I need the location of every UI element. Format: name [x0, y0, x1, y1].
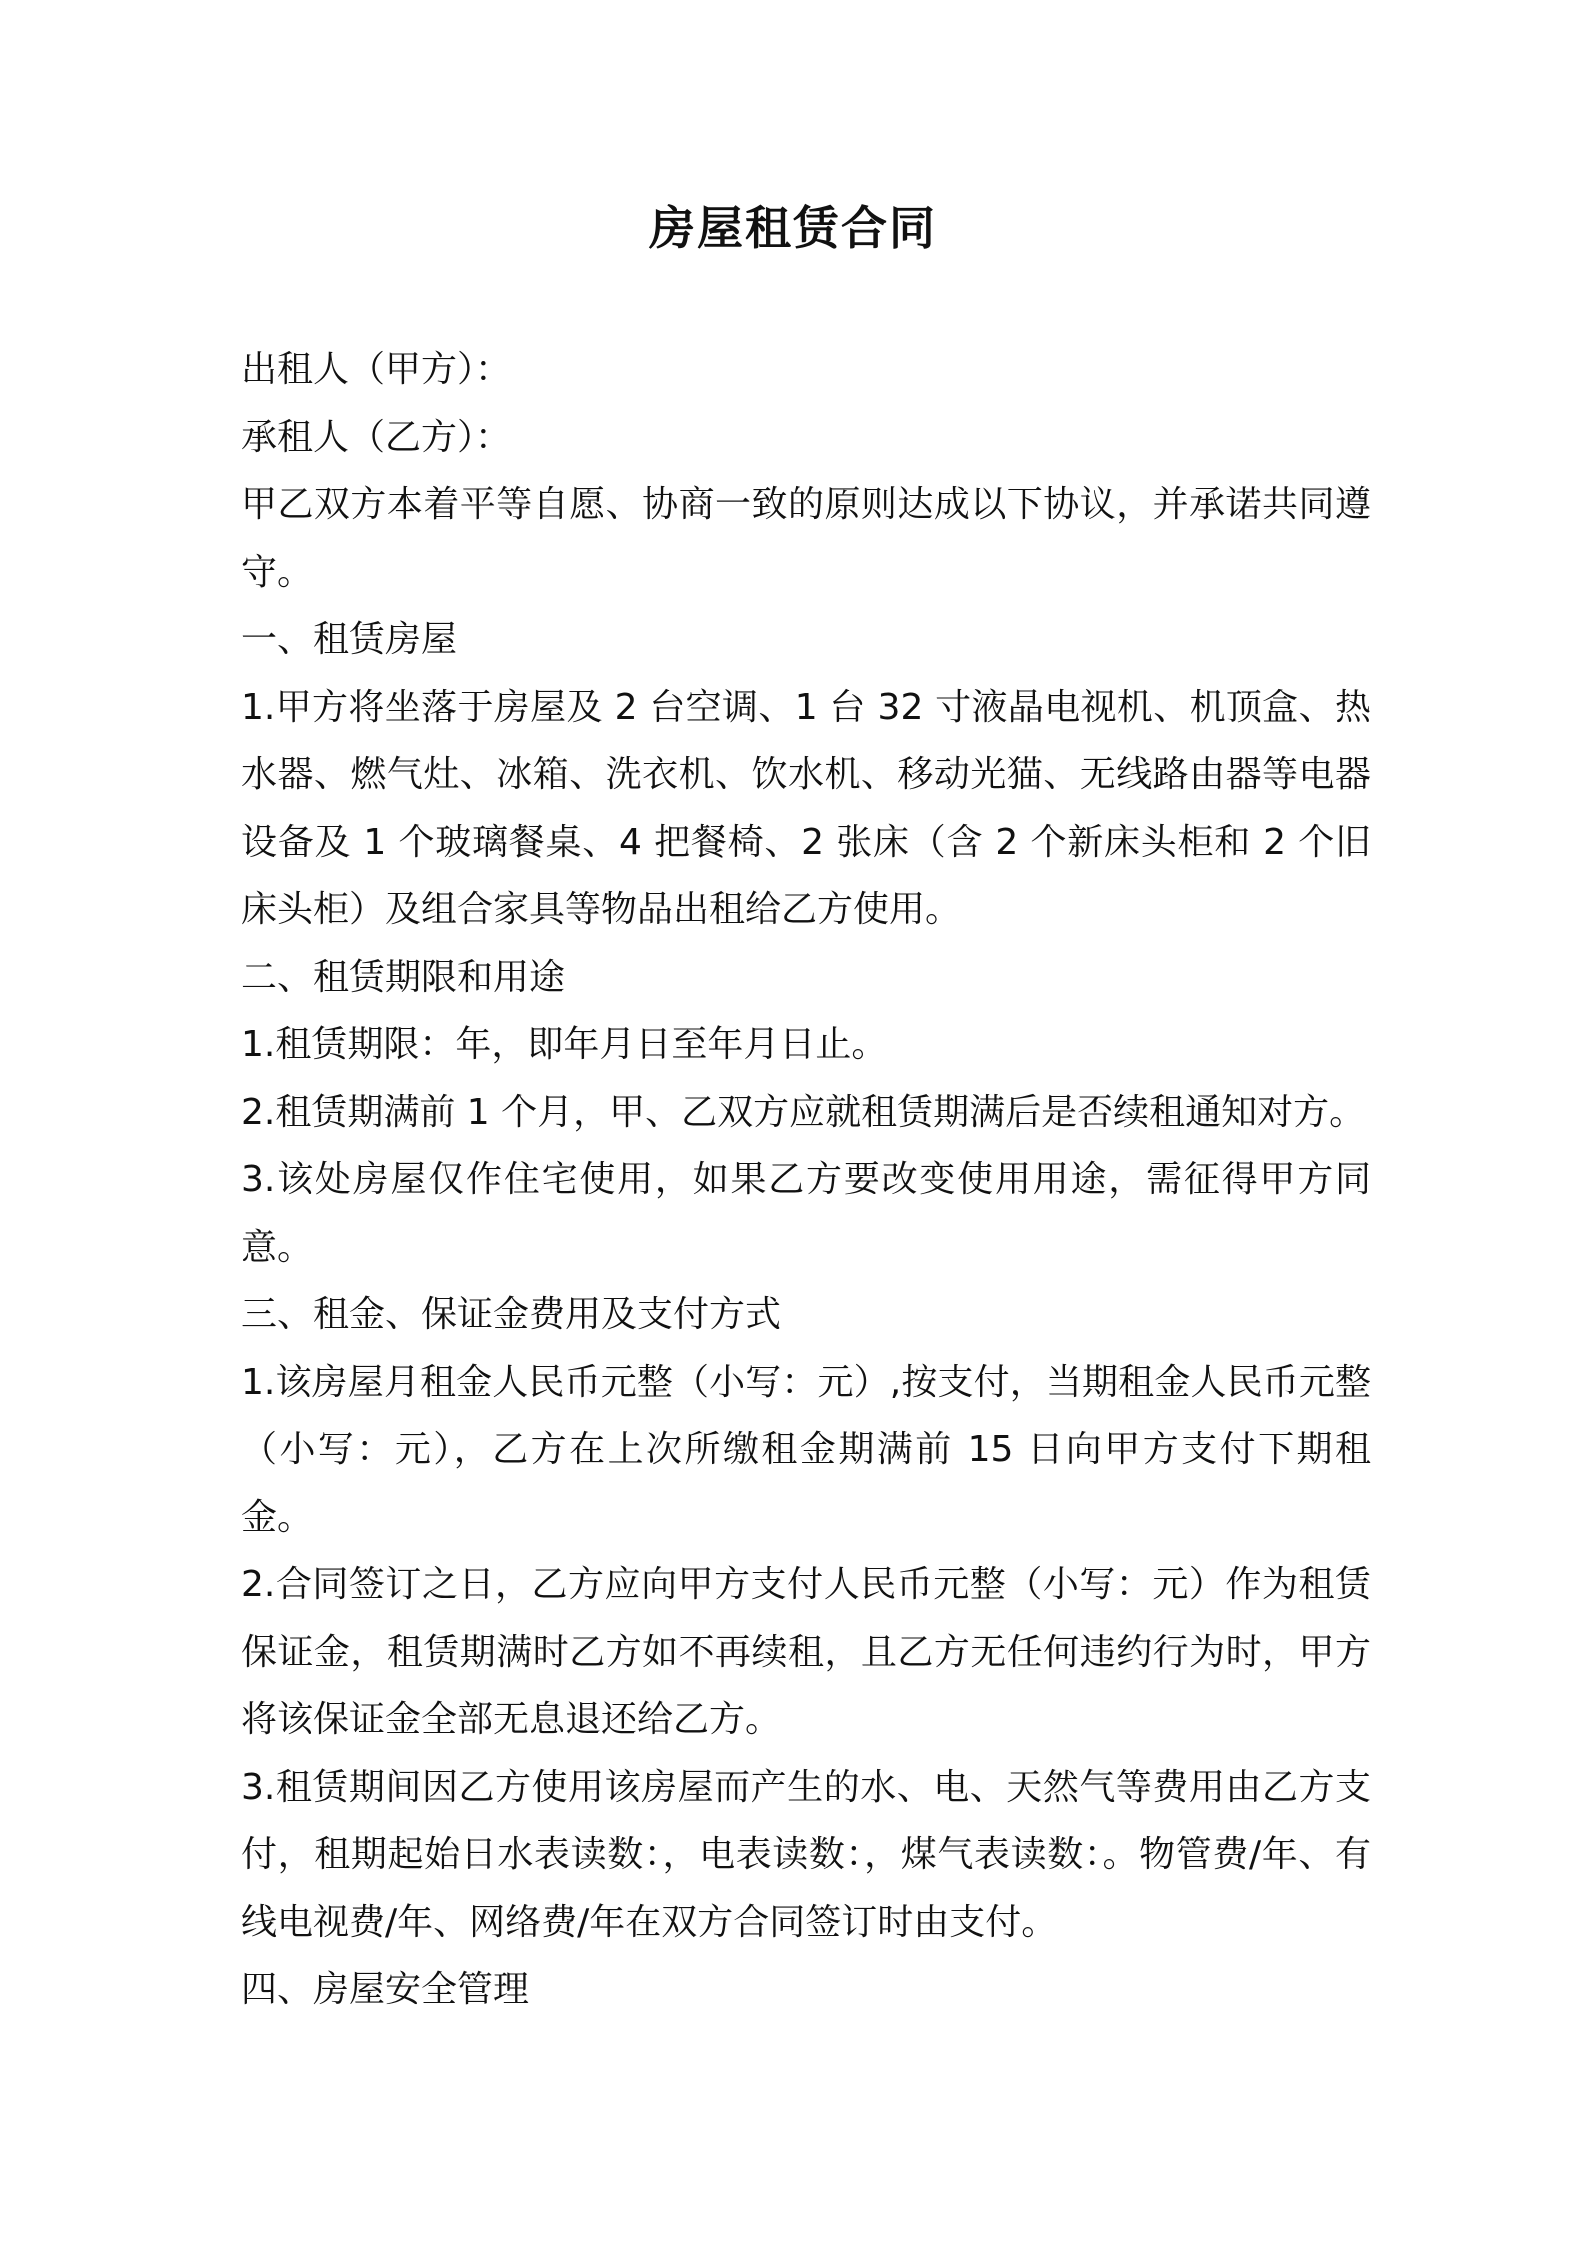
clause-2-1: 1.租赁期限：年，即年月日至年月日止。 [241, 1024, 888, 1065]
section-heading-4: 四、房屋安全管理 [241, 1969, 530, 2010]
section-heading-3: 三、租金、保证金费用及支付方式 [241, 1294, 782, 1335]
preamble-paragraph: 甲乙双方本着平等自愿、协商一致的原则达成以下协议，并承诺共同遵守。 [241, 484, 1371, 593]
contract-body [241, 336, 1371, 2024]
lessee-line: 承租人（乙方）： [241, 416, 512, 458]
lessor-line: 出租人（甲方）： [241, 349, 512, 390]
section-heading-2: 二、租赁期限和用途 [241, 956, 566, 998]
clause-3-3: 3.租赁期间因乙方使用该房屋而产生的水、电、天然气等费用由乙方支付，租期起始日水表读数：，电表读数：，煤气表读数：。物管费/年、有线电视费/年、网络费/年在双方合同签订时由支付。 [241, 1766, 1371, 1943]
clause-3-1: 1.该房屋月租金人民币元整（小写：元）,按支付，当期租金人民币元整（小写：元），乙方在上次所缴租金期满前 15 日向甲方支付下期租金。 [241, 1361, 1371, 1538]
section-heading-1: 一、租赁房屋 [241, 619, 458, 660]
document-title: 房屋租赁合同 [649, 201, 937, 255]
clause-1-1: 1.甲方将坐落于房屋及 2 台空调、1 台 32 寸液晶电视机、机顶盒、热水器、燃气灶、冰箱、洗衣机、饮水机、移动光猫、无线路由器等电器设备及 1 个玻璃餐桌、4 把餐椅、2 张床（含 2 个新床头柜和 2 个旧床头柜）及组合家具等物品出租给乙方使用。 [241, 686, 1371, 930]
clause-3-2: 2.合同签订之日，乙方应向甲方支付人民币元整（小写：元）作为租赁保证金，租赁期满时乙方如不再续租，且乙方无任何违约行为时，甲方将该保证金全部无息退还给乙方。 [241, 1564, 1371, 1740]
clause-2-2: 2.租赁期满前 1 个月，甲、乙双方应就租赁期满后是否续租通知对方。 [241, 1091, 1366, 1133]
clause-2-3: 3.该处房屋仅作住宅使用，如果乙方要改变使用用途，需征得甲方同意。 [241, 1159, 1371, 1268]
